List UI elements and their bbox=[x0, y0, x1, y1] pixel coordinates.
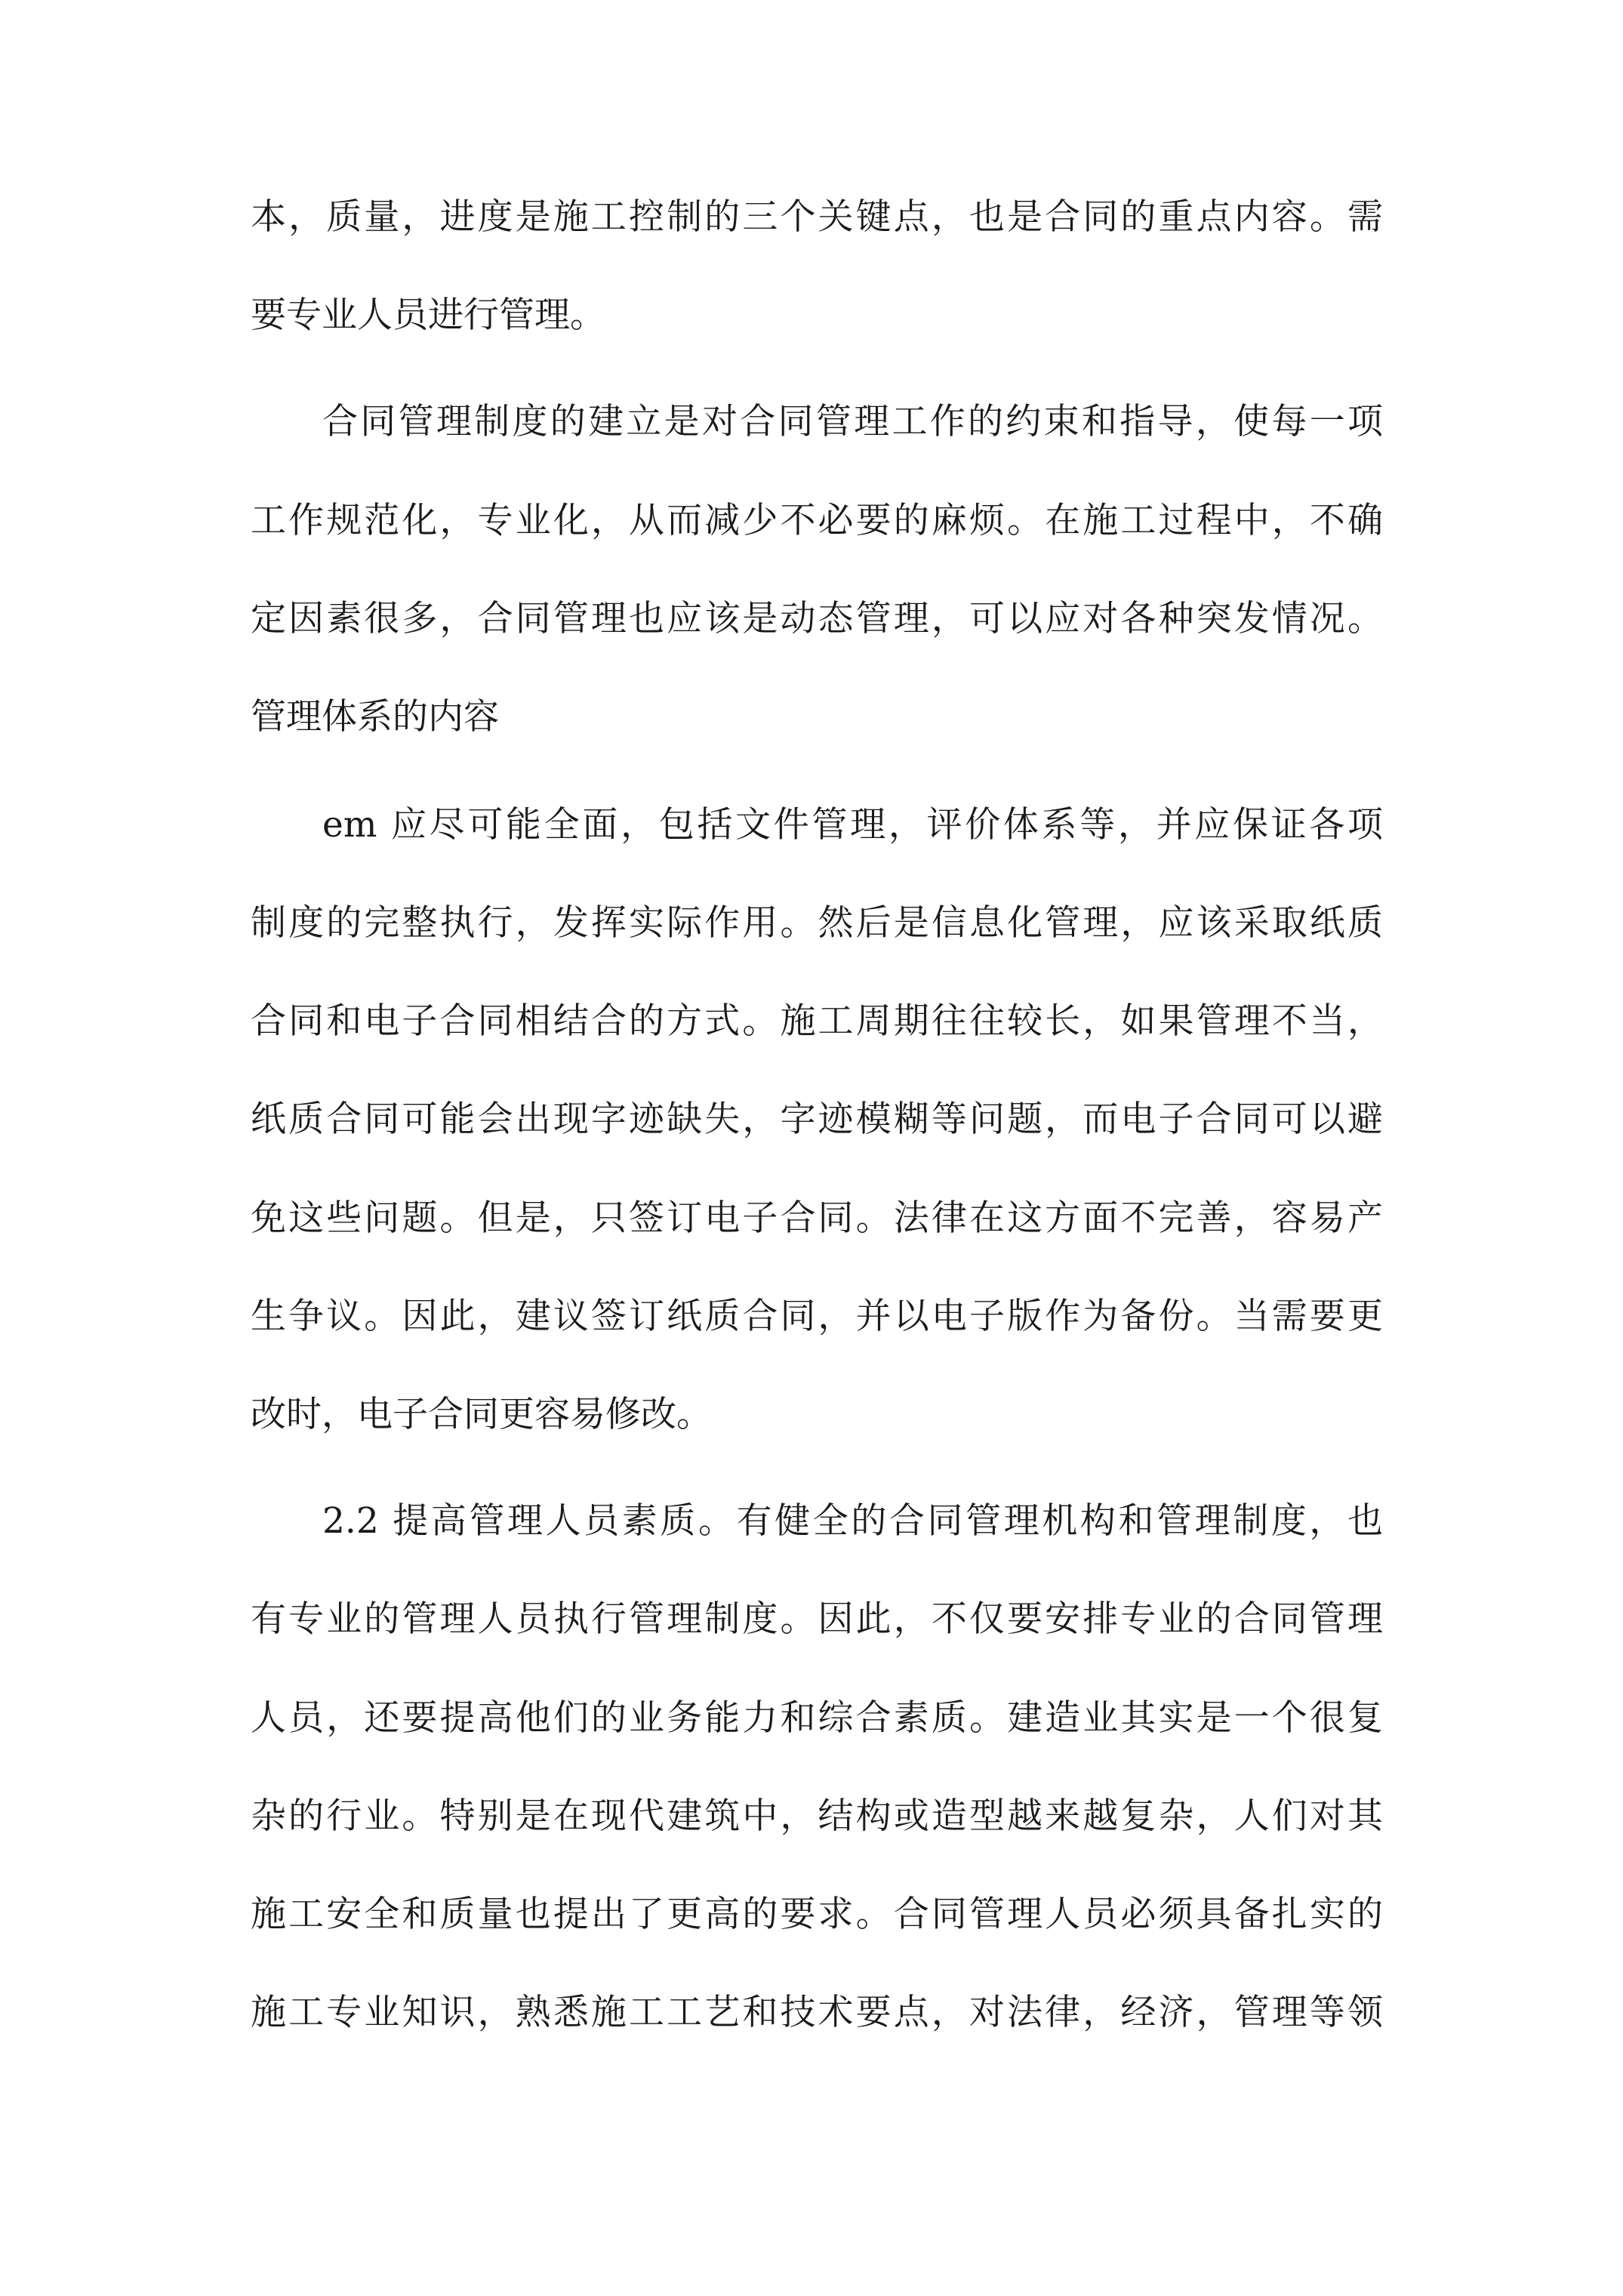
text-line: 本，质量，进度是施工控制的三个关键点，也是合同的重点内容。需 bbox=[251, 196, 1383, 238]
text-line: 施工安全和质量也提出了更高的要求。合同管理人员必须具备扎实的 bbox=[251, 1894, 1383, 1935]
text-line: 管理体系的内容 bbox=[251, 696, 499, 738]
text-line: 定因素很多，合同管理也应该是动态管理，可以应对各种突发情况。 bbox=[251, 598, 1383, 639]
text-line: 制度的完整执行，发挥实际作用。然后是信息化管理，应该采取纸质 bbox=[251, 902, 1383, 944]
paragraph-start-line: em 应尽可能全面，包括文件管理，评价体系等，并应保证各项 bbox=[322, 804, 1383, 846]
text-line: 杂的行业。特别是在现代建筑中，结构或造型越来越复杂，人们对其 bbox=[251, 1795, 1383, 1837]
text-line: 要专业人员进行管理。 bbox=[251, 294, 605, 336]
text-line: 纸质合同可能会出现字迹缺失，字迹模糊等问题，而电子合同可以避 bbox=[251, 1099, 1383, 1140]
text-line: 免这些问题。但是，只签订电子合同。法律在这方面不完善，容易产 bbox=[251, 1197, 1383, 1239]
text-line: 人员，还要提高他们的业务能力和综合素质。建造业其实是一个很复 bbox=[251, 1697, 1383, 1739]
text-line: 合同和电子合同相结合的方式。施工周期往往较长，如果管理不当， bbox=[251, 1000, 1383, 1042]
text-line: 有专业的管理人员执行管理制度。因此，不仅要安排专业的合同管理 bbox=[251, 1598, 1383, 1640]
paragraph-start-line: 2.2 提高管理人员素质。有健全的合同管理机构和管理制度，也 bbox=[322, 1500, 1383, 1542]
text-line: 施工专业知识，熟悉施工工艺和技术要点，对法律，经济，管理等领 bbox=[251, 1992, 1383, 2033]
paragraph-start-line: 合同管理制度的建立是对合同管理工作的约束和指导，使每一项 bbox=[322, 401, 1383, 442]
text-line: 工作规范化，专业化，从而减少不必要的麻烦。在施工过程中，不确 bbox=[251, 500, 1383, 541]
text-line: 改时，电子合同更容易修改。 bbox=[251, 1394, 712, 1435]
text-line: 生争议。因此，建议签订纸质合同，并以电子版作为备份。当需要更 bbox=[251, 1296, 1383, 1337]
